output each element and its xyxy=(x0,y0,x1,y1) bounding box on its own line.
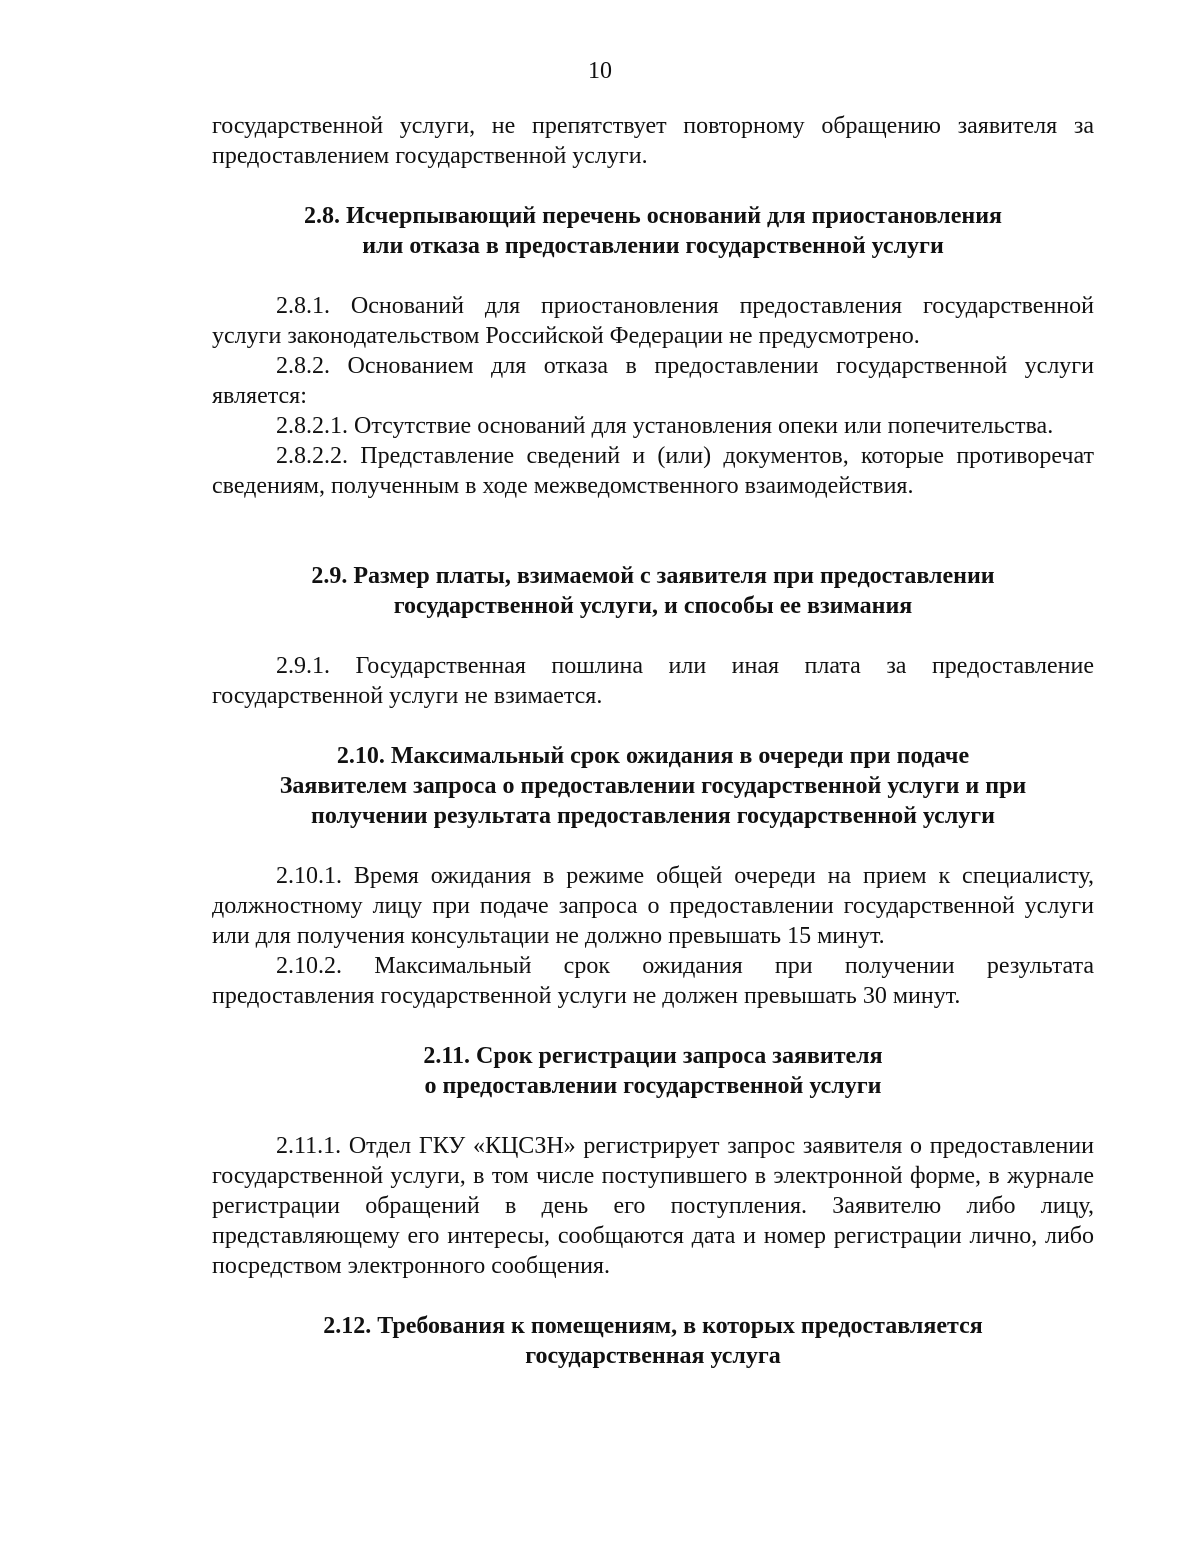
spacer xyxy=(212,711,1094,741)
heading-line: государственная услуга xyxy=(525,1343,781,1369)
heading-line: получении результата предоставления государственной услуги xyxy=(310,803,996,829)
heading-line: или отказа в предоставлении государственной услуги xyxy=(362,233,944,259)
spacer xyxy=(212,261,1094,291)
spacer xyxy=(212,1281,1094,1311)
paragraph-2-8-2-1: 2.8.2.1. Отсутствие оснований для установления опеки или попечительства. xyxy=(276,413,1054,439)
heading-line: 2.8. Исчерпывающий перечень оснований для приостановления xyxy=(303,203,1003,229)
spacer xyxy=(212,501,1094,561)
paragraph-2-9-1: 2.9.1. Государственная пошлина или иная плата за предоставление государственной услуги не взимается. xyxy=(212,653,1094,709)
heading-line: 2.11. Срок регистрации запроса заявителя xyxy=(423,1043,883,1069)
paragraph-2-11-1: 2.11.1. Отдел ГКУ «КЦСЗН» регистрирует запрос заявителя о предоставлении государственной услуги, в том числе поступившего в электронной форме, в журнале регистрации обращений в день его поступления. Заявителю либо лицу, представляющему его интересы, сообщаются дата и номер регистрации лично, либо посредством электронного сообщения. xyxy=(212,1133,1094,1279)
continuation-paragraph: государственной услуги, не препятствует повторному обращению заявителя за предоставлением государственной услуги. xyxy=(212,113,1094,169)
paragraph-2-8-2-2: 2.8.2.2. Представление сведений и (или) документов, которые противоречат сведениям, полученным в ходе межведомственного взаимодействия. xyxy=(212,443,1094,499)
heading-line: государственной услуги, и способы ее взимания xyxy=(393,593,913,619)
spacer xyxy=(212,621,1094,651)
paragraph-2-8-1: 2.8.1. Оснований для приостановления предоставления государственной услуги законодательством Российской Федерации не предусмотрено. xyxy=(212,293,1094,349)
heading-line: 2.12. Требования к помещениям, в которых предоставляется xyxy=(323,1313,983,1339)
heading-line: Заявителем запроса о предоставлении государственной услуги и при xyxy=(279,773,1027,799)
paragraph-2-10-1: 2.10.1. Время ожидания в режиме общей очереди на прием к специалисту, должностному лицу при подаче запроса о предоставлении государственной услуги или для получения консультации не должно превышать 15 минут. xyxy=(212,863,1094,949)
section-heading-2-12 xyxy=(212,1311,1094,1371)
section-heading-2-8 xyxy=(212,201,1094,261)
document-body xyxy=(212,111,1094,1371)
page-number: 10 xyxy=(588,58,612,84)
spacer xyxy=(212,1101,1094,1131)
spacer xyxy=(212,1011,1094,1041)
heading-line: о предоставлении государственной услуги xyxy=(424,1073,882,1099)
section-heading-2-10 xyxy=(212,741,1094,831)
spacer xyxy=(212,831,1094,861)
heading-line: 2.9. Размер платы, взимаемой с заявителя при предоставлении xyxy=(311,563,995,589)
heading-line: 2.10. Максимальный срок ожидания в очереди при подаче xyxy=(336,743,970,769)
paragraph-2-10-2: 2.10.2. Максимальный срок ожидания при получении результата предоставления государственной услуги не должен превышать 30 минут. xyxy=(212,953,1094,1009)
paragraph-2-8-2: 2.8.2. Основанием для отказа в предоставлении государственной услуги является: xyxy=(212,353,1094,409)
section-heading-2-9 xyxy=(212,561,1094,621)
section-heading-2-11 xyxy=(212,1041,1094,1101)
spacer xyxy=(212,171,1094,201)
